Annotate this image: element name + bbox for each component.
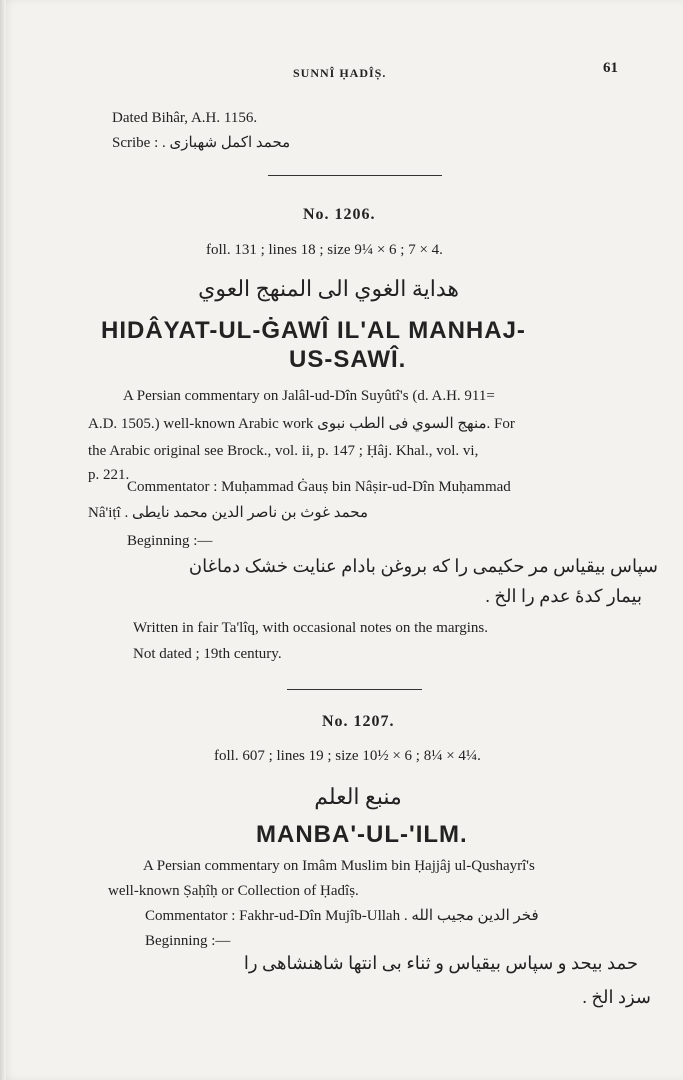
desc-text: A.D. 1505.) well-known Arabic work [88,416,314,432]
entry-number: No. 1206. [303,206,376,223]
page-number: 61 [603,60,618,76]
desc-line: the Arabic original see Brock., vol. ii, p. 147 ; Ḥâj. Khal., vol. vi, [88,443,479,459]
commentator-arabic: فخر الدین مجیب الله . [403,908,539,924]
scribe-arabic: محمد اکمل شهبازی . [162,135,291,151]
running-head: SUNNÎ ḤADÎṢ. [293,66,387,80]
entry-title: MANBA'-UL-'ILM. [256,821,468,848]
commentator-name: Nâ'iṭî [88,505,121,521]
scribe-line [112,133,290,152]
written-note: Written in fair Ta'lîq, with occasional notes on the margins. [133,620,488,636]
arabic-title: منبع العلم [314,784,402,809]
desc-line [88,414,515,433]
desc-line: A Persian commentary on Imâm Muslim bin Ḥajjâj ul-Qushayrî's [143,858,535,874]
desc-line: A Persian commentary on Jalâl-ud-Dîn Suyûtî's (d. A.H. 911= [123,388,495,404]
beginning-arabic-line: بیمار کدهٔ عدم را الخ . [485,586,642,606]
scribe-label: Scribe : [112,135,159,151]
commentator-line [88,503,368,522]
page-edge-shadow [0,0,6,1080]
entry-title-line1: HIDÂYAT-UL-ĠAWÎ IL'AL MANHAJ- [101,317,526,344]
beginning-label: Beginning :— [145,933,231,949]
arabic-title: هداية الغوي الى المنهج العوي [198,276,459,301]
commentator-name: Commentator : Fakhr-ud-Dîn Mujîb-Ullah [145,908,401,924]
beginning-label: Beginning :— [127,533,213,549]
section-divider [287,689,422,690]
dated-line: Dated Bihâr, A.H. 1156. [112,110,258,126]
desc-line: well-known Ṣaḥîḥ or Collection of Ḥadîṣ. [108,883,359,899]
desc-text: . For [486,416,515,432]
desc-line: p. 221. [88,467,130,483]
commentator-line [145,906,539,925]
entry-title-line2: US-SAWÎ. [289,346,407,373]
commentator-arabic: محمد غوث بن ناصر الدین محمد نایطی . [124,505,368,521]
beginning-arabic-line: سپاس بیقیاس مر حکیمی را که بروغن بادام عنایت خشک دماغان [188,556,658,576]
entry-foll: foll. 131 ; lines 18 ; size 9¼ × 6 ; 7 × 4. [206,242,443,258]
desc-arabic: منهج السوي فی الطب نبوی [317,416,487,432]
beginning-arabic-line: حمد بیحد و سپاس بیقیاس و ثناء بی انتها شاهنشاهی را [243,953,638,973]
section-divider [268,175,442,176]
commentator-line: Commentator : Muḥammad Ġauṣ bin Nâṣir-ud-Dîn Muḥammad [127,479,511,495]
date-note: Not dated ; 19th century. [133,646,282,662]
entry-foll: foll. 607 ; lines 19 ; size 10½ × 6 ; 8¼ × 4¼. [214,748,481,764]
beginning-arabic-line: سزد الخ . [582,987,651,1007]
entry-number: No. 1207. [322,713,395,730]
